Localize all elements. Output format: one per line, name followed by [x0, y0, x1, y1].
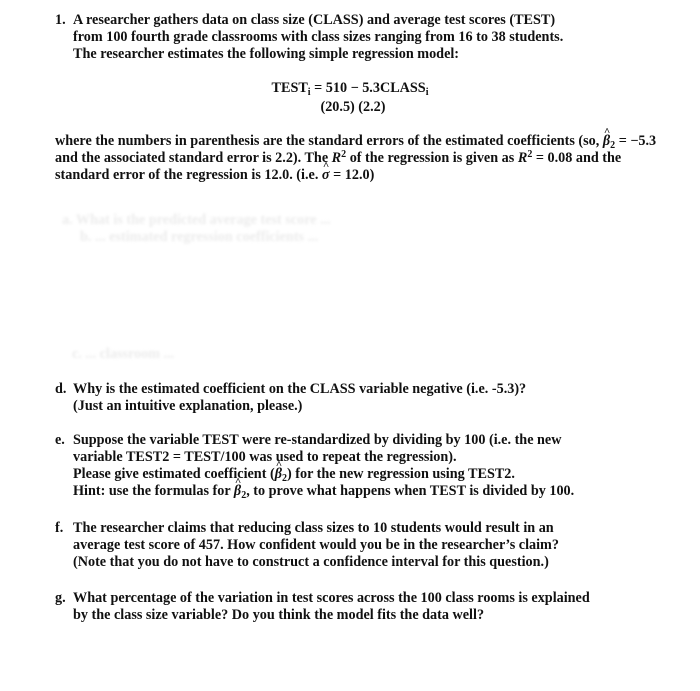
faded-part-a [62, 212, 392, 246]
explanation-line-1 [55, 133, 685, 150]
part-e-text-3a: Please give estimated coefficient ( [73, 466, 275, 482]
part-e [55, 432, 685, 500]
part-e-line-2: variable TEST2 = TEST/100 was used to repeat the regression). [73, 449, 457, 465]
question-1-intro [55, 12, 685, 63]
intro-line-1: A researcher gathers data on class size (CLASS) and average test scores (TEST) [73, 12, 556, 28]
equation-lhs: TEST [271, 80, 308, 96]
r2-superscript: 2 [527, 149, 533, 160]
part-e-label: e. [55, 432, 65, 448]
part-e-beta-sub: 2 [281, 473, 287, 484]
part-g-line-2: by the class size variable? Do you think the model fits the data well? [73, 607, 485, 623]
part-f-line-2: average test score of 457. How confident would you be in the researcher’s claim? [73, 537, 559, 553]
part-f [55, 520, 685, 571]
explanation-text-3b: = 12.0) [329, 167, 375, 183]
explanation-text-2c: = 0.08 and the [532, 150, 622, 166]
part-f-text-3a: (Note that you do [73, 554, 182, 570]
part-d [55, 381, 685, 415]
part-e-hint-beta-sub: 2 [241, 490, 247, 501]
r-symbol: R [331, 150, 342, 166]
part-f-line-3 [55, 554, 685, 571]
intro-line-3: The researcher estimates the following simple regression model: [73, 46, 460, 62]
r2-symbol: R [517, 150, 528, 166]
explanation-line-3 [55, 167, 685, 184]
beta-subscript: 2 [610, 140, 616, 151]
part-f-text-3b: have to construct a confidence interval for this question.) [201, 554, 549, 570]
part-e-line-1: Suppose the variable TEST were re-standardized by dividing by 100 (i.e. the new [73, 432, 562, 448]
part-f-text-not: not [181, 554, 202, 570]
regression-equation [230, 80, 470, 116]
explanation-text-1b: = −5.3 [615, 133, 657, 149]
explanation-text-3a: standard error of the regression is 12.0. (i.e. [55, 167, 322, 183]
r-superscript: 2 [341, 149, 347, 160]
question-number: 1. [55, 12, 66, 28]
faded-part-c [72, 346, 202, 363]
part-e-text-3b: ) for the new regression using TEST2. [286, 466, 515, 482]
equation-rhs: = 510 − 5.3CLASS [310, 80, 426, 96]
part-e-line-3 [55, 466, 685, 483]
part-f-line-1: The researcher claims that reducing class sizes to 10 students would result in an [73, 520, 554, 536]
part-f-label: f. [55, 520, 64, 536]
part-g-line-1: What percentage of the variation in test scores across the 100 class rooms is explained [73, 590, 590, 606]
part-e-text-4a: Hint: use the formulas for [73, 483, 234, 499]
explanation-text-2a: and the associated standard error is 2.2). The [55, 150, 332, 166]
faded-line-1: a. What is the predicted average test score ... [62, 212, 331, 228]
part-e-text-4b: , to prove what happens when TEST is divided by 100. [246, 483, 575, 499]
beta-hat-symbol: ^ β [603, 133, 610, 150]
explanation-paragraph [55, 133, 685, 184]
faded-line-2: b. ... estimated regression coefficients ... [80, 229, 319, 245]
part-g [55, 590, 685, 624]
explanation-text-2b: of the regression is given as [346, 150, 518, 166]
explanation-line-2 [55, 150, 685, 167]
part-e-beta-hat: ^ β [275, 466, 282, 483]
part-d-label: d. [55, 381, 67, 397]
explanation-text-1a: where the numbers in parenthesis are the standard errors of the estimated coefficients (so, [55, 133, 603, 149]
equation-main [230, 80, 470, 97]
part-e-hint-beta-hat: ^ β [234, 483, 241, 500]
part-g-label: g. [55, 590, 66, 606]
equation-rhs-sub: i [425, 87, 429, 98]
equation-lhs-sub: i [307, 87, 311, 98]
part-d-line-1: Why is the estimated coefficient on the CLASS variable negative (i.e. -5.3)? [73, 381, 527, 397]
part-e-line-4 [55, 483, 685, 500]
faded-line-3: c. ... classroom ... [72, 346, 175, 362]
intro-line-2: from 100 fourth grade classrooms with class sizes ranging from 16 to 38 students. [73, 29, 564, 45]
equation-std-errors: (20.5) (2.2) [320, 99, 386, 115]
sigma-hat-symbol: ^ σ [322, 167, 330, 184]
part-d-line-2: (Just an intuitive explanation, please.) [73, 398, 303, 414]
